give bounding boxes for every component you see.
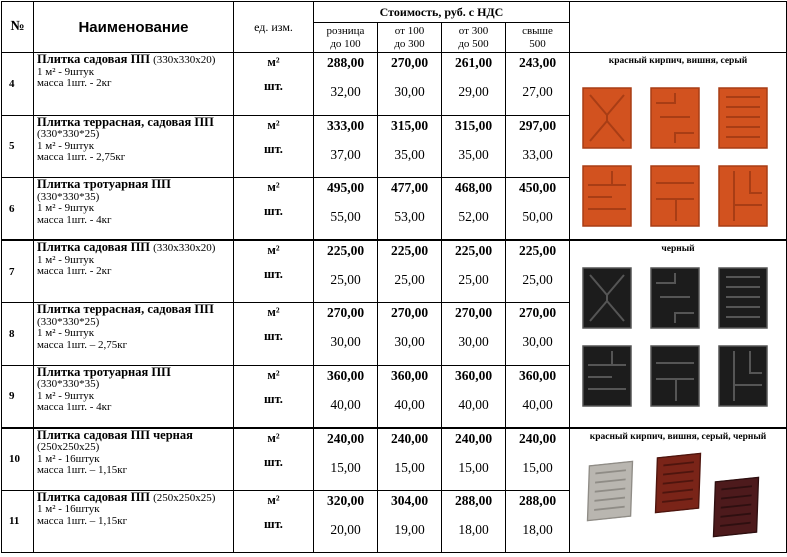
price-cell: 240,00 15,00 [314,428,378,491]
product-mass: масса 1шт. – 2,75кг [37,338,128,351]
product-title: Плитка террасная, садовая ПП (330*330*25) [37,115,214,140]
price-cell: 360,00 40,00 [314,365,378,428]
price-cell: 360,00 40,00 [378,365,442,428]
product-mass: масса 1шт. - 2кг [37,265,112,277]
color-caption: черный [661,244,695,254]
price-cell: 270,00 30,00 [506,303,570,366]
row-number: 6 [2,178,34,241]
header-tier-4: свыше 500 [506,23,570,53]
unit-cell: м² шт. [234,428,314,491]
tile-photo [651,452,705,514]
product-name-cell [34,115,234,178]
price-cell: 225,00 25,00 [378,240,442,303]
row-number: 10 [2,428,34,491]
unit-cell: м² шт. [234,178,314,241]
row-number: 8 [2,303,34,366]
product-mass: масса 1шт. - 2,75кг [37,151,126,163]
unit-cell: м² шт. [234,53,314,116]
price-cell: 288,00 32,00 [314,53,378,116]
header-images [570,2,787,53]
product-pack: 1 м² - 9штук [37,202,95,214]
product-name-cell [34,490,234,553]
price-cell: 240,00 15,00 [378,428,442,491]
tile-photo [582,345,632,407]
unit-cell: м² шт. [234,303,314,366]
unit-cell: м² шт. [234,240,314,303]
price-cell: 240,00 15,00 [442,428,506,491]
product-title: Плитка садовая ПП (330х330х20) [37,240,216,254]
row-number: 4 [2,53,34,116]
price-cell: 333,00 37,00 [314,115,378,178]
price-cell: 270,00 30,00 [378,303,442,366]
product-name-cell [34,428,234,491]
product-mass: масса 1шт. - 4кг [37,213,112,226]
row-number: 11 [2,490,34,553]
tile-photo [650,87,700,149]
price-cell: 360,00 40,00 [506,365,570,428]
product-title: Плитка тротуарная ПП (330*330*35) [37,365,171,390]
price-cell: 243,00 27,00 [506,53,570,116]
unit-cell: м² шт. [234,365,314,428]
header-name: Наименование [34,2,234,53]
product-name-cell [34,240,234,303]
tile-photo [582,87,632,149]
header-cost: Стоимость, руб. с НДС [314,2,570,23]
unit-cell: м² шт. [234,490,314,553]
price-cell: 270,00 30,00 [378,53,442,116]
tile-photo [718,345,768,407]
price-cell: 225,00 25,00 [442,240,506,303]
product-images [570,428,787,553]
table-row [2,240,787,303]
row-number: 5 [2,115,34,178]
product-title: Плитка террасная, садовая ПП (330*330*25) [37,302,214,328]
price-cell: 315,00 35,00 [378,115,442,178]
unit-cell: м² шт. [234,115,314,178]
product-pack: 1 м² - 9штук [37,65,95,78]
table-row [2,428,787,491]
tile-photo [718,165,768,227]
product-mass: масса 1шт. – 1,15кг [37,464,128,476]
tile-photo [718,267,768,329]
product-name-cell [34,303,234,366]
price-cell: 468,00 52,00 [442,178,506,241]
product-mass: масса 1шт. - 4кг [37,401,112,413]
header-tier-2: от 100 до 300 [378,23,442,53]
price-table [1,1,787,553]
product-pack: 1 м² - 16штук [37,503,100,515]
tile-photo [718,87,768,149]
product-mass: масса 1шт. - 2кг [37,77,112,89]
product-pack: 1 м² - 9штук [37,253,95,266]
price-cell: 261,00 29,00 [442,53,506,116]
product-name-cell [34,53,234,116]
product-name-cell [34,365,234,428]
header-num: № [2,2,34,53]
product-title: Плитка тротуарная ПП (330*330*35) [37,177,171,203]
price-cell: 304,00 19,00 [378,490,442,553]
header-tier-1: розница до 100 [314,23,378,53]
price-cell: 477,00 53,00 [378,178,442,241]
price-cell: 270,00 30,00 [314,303,378,366]
table-row [2,53,787,116]
price-cell: 288,00 18,00 [506,490,570,553]
tile-photo [582,267,632,329]
price-cell: 270,00 30,00 [442,303,506,366]
tile-photo [650,345,700,407]
price-cell: 297,00 33,00 [506,115,570,178]
product-mass: масса 1шт. – 1,15кг [37,514,128,527]
product-images [570,240,787,428]
price-cell: 320,00 20,00 [314,490,378,553]
price-cell: 450,00 50,00 [506,178,570,241]
tile-photo [709,476,763,538]
color-caption: красный кирпич, вишня, серый [608,56,748,66]
product-pack: 1 м² - 9штук [37,139,95,152]
row-number: 7 [2,240,34,303]
header-unit: ед. изм. [234,2,314,53]
color-caption: красный кирпич, вишня, серый, черный [589,431,767,442]
tile-photo [650,267,700,329]
tile-photo [650,165,700,227]
product-pack: 1 м² - 9штук [37,389,95,402]
price-cell: 495,00 55,00 [314,178,378,241]
product-title: Плитка садовая ПП черная (250х250х25) [37,427,193,453]
row-number: 9 [2,365,34,428]
price-cell: 225,00 25,00 [314,240,378,303]
tile-photo [582,165,632,227]
tile-photo [583,460,637,522]
price-cell: 360,00 40,00 [442,365,506,428]
product-pack: 1 м² - 16штук [37,452,100,465]
product-pack: 1 м² - 9штук [37,327,95,339]
product-name-cell [34,178,234,241]
product-title: Плитка садовая ПП (330х330х20) [37,52,216,66]
product-images [570,53,787,241]
price-cell: 240,00 15,00 [506,428,570,491]
price-cell: 225,00 25,00 [506,240,570,303]
price-cell: 315,00 35,00 [442,115,506,178]
header-tier-3: от 300 до 500 [442,23,506,53]
product-title: Плитка садовая ПП (250х250х25) [37,490,216,504]
price-cell: 288,00 18,00 [442,490,506,553]
